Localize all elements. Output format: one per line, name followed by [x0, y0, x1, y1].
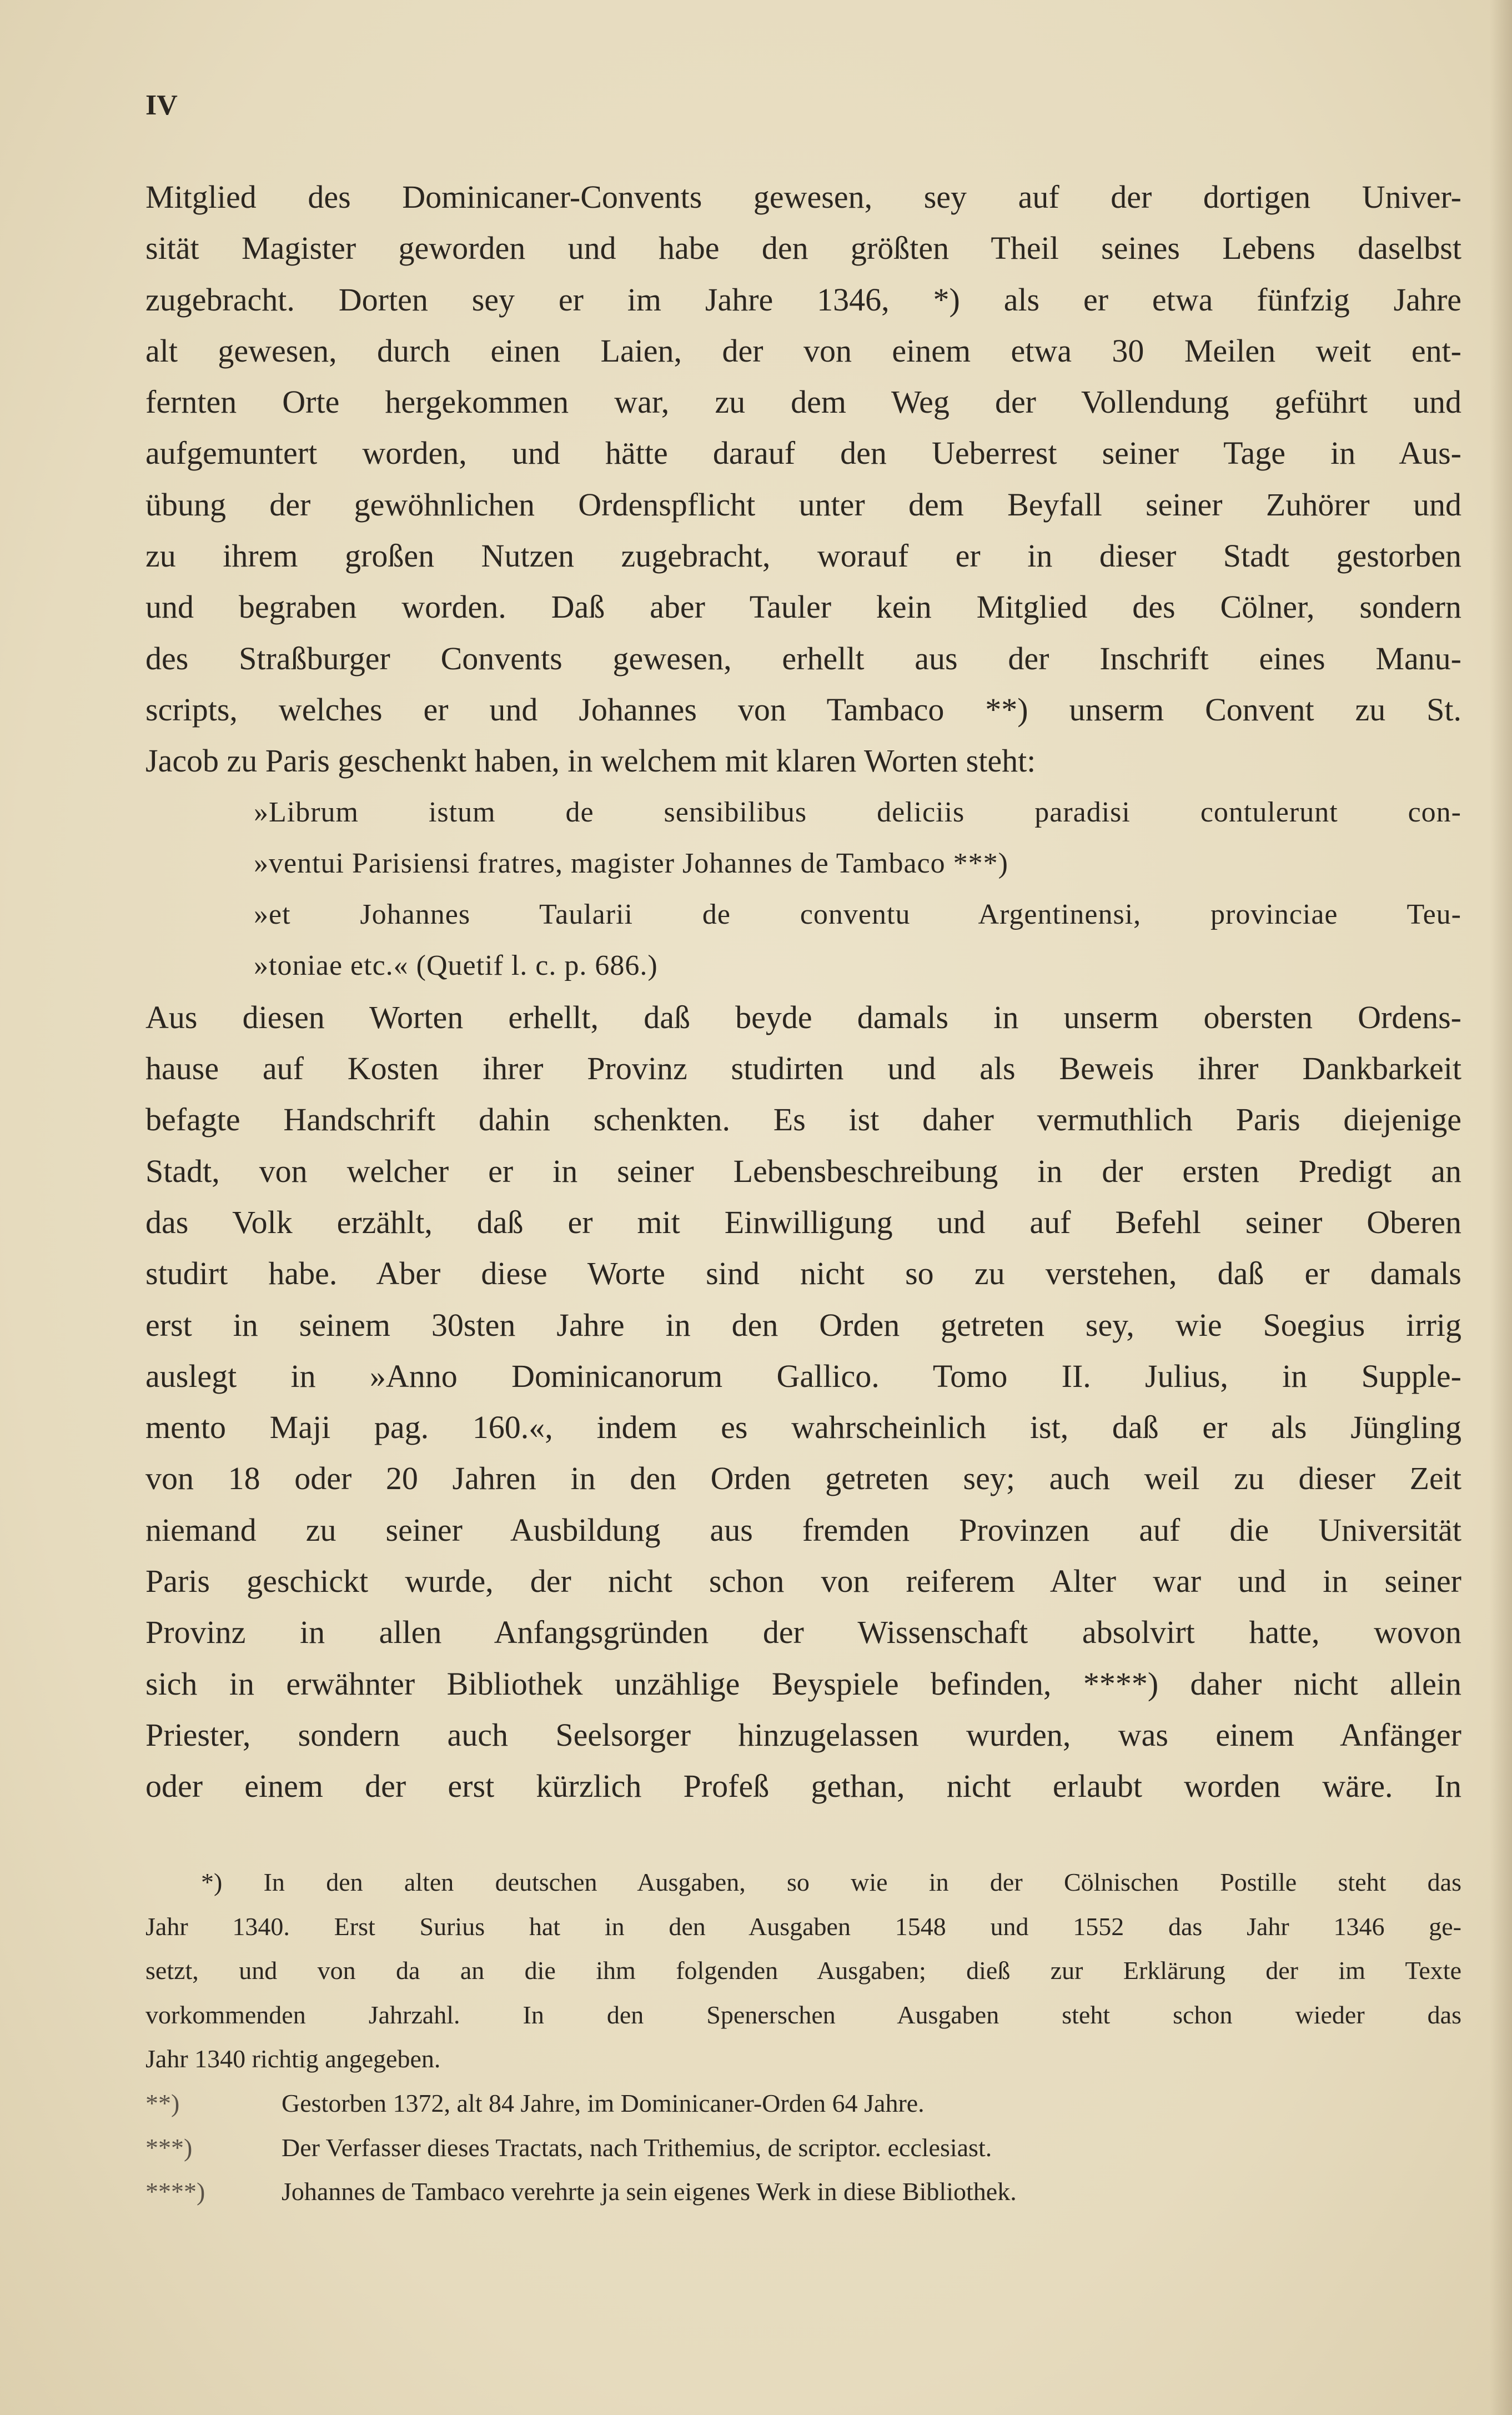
text-line: Jacob zu Paris geschenkt haben, in welchem mit klaren Worten steht:	[145, 743, 1036, 779]
quote-line: »Librum istum de sensibilibus deliciis paradisi contulerunt con-	[254, 796, 1461, 828]
text-line: mento Maji pag. 160.«, indem es wahrscheinlich ist, daß er als Jüngling	[145, 1409, 1461, 1446]
footnote-marker: ****)	[145, 2177, 205, 2206]
text-line: zugebracht. Dorten sey er im Jahre 1346, *) als er etwa fünfzig Jahre	[145, 281, 1461, 318]
footnotes	[145, 1860, 1461, 2214]
quote-line: »et Johannes Taularii de conventu Argentinensi, provinciae Teu-	[254, 899, 1461, 931]
text-line: das Volk erzählt, daß er mit Einwilligung und auf Befehl seiner Oberen	[145, 1204, 1461, 1240]
footnote-line: Jahr 1340 richtig angegeben.	[145, 2045, 441, 2073]
text-line: alt gewesen, durch einen Laien, der von einem etwa 30 Meilen weit ent-	[145, 332, 1461, 369]
text-line: übung der gewöhnlichen Ordenspflicht unter dem Beyfall seiner Zuhörer und	[145, 486, 1461, 523]
text-line: erst in seinem 30sten Jahre in den Orden getreten sey, wie Soegius irrig	[145, 1306, 1461, 1343]
text-line: des Straßburger Convents gewesen, erhellt aus der Inschrift eines Manu-	[145, 640, 1461, 677]
footnote-text: Johannes de Tambaco verehrte ja sein eigenes Werk in diese Bibliothek.	[282, 2177, 1017, 2206]
text-line: niemand zu seiner Ausbildung aus fremden Provinzen auf die Universität	[145, 1511, 1461, 1548]
text-line: scripts, welches er und Johannes von Tambaco **) unserm Convent zu St.	[145, 691, 1461, 728]
text-line: auslegt in »Anno Dominicanorum Gallico. Tomo II. Julius, in Supple-	[145, 1357, 1461, 1394]
text-line: Paris geschickt wurde, der nicht schon von reiferem Alter war und in seiner	[145, 1563, 1461, 1600]
text-line: sität Magister geworden und habe den größten Theil seines Lebens daselbst	[145, 230, 1461, 267]
text-line: von 18 oder 20 Jahren in den Orden getreten sey; auch weil zu dieser Zeit	[145, 1460, 1461, 1497]
page-edge-shadow	[1490, 0, 1512, 2415]
text-line: hause auf Kosten ihrer Provinz studirten und als Beweis ihrer Dankbarkeit	[145, 1050, 1461, 1087]
quote-line: »ventui Parisiensi fratres, magister Johannes de Tambaco ***)	[254, 847, 1008, 879]
text-line: oder einem der erst kürzlich Profeß gethan, nicht erlaubt worden wäre. In	[145, 1768, 1461, 1805]
footnote-line	[145, 2170, 1461, 2214]
text-line: sich in erwähnter Bibliothek unzählige Beyspiele befinden, ****) daher nicht allein	[145, 1665, 1461, 1702]
footnote-marker: **)	[145, 2088, 180, 2117]
footnote-line: setzt, und von da an die ihm folgenden Ausgaben; dieß zur Erklärung der im Texte	[145, 1956, 1461, 1985]
text-line: Priester, sondern auch Seelsorger hinzugelassen wurden, was einem Anfänger	[145, 1716, 1461, 1753]
text-line: Stadt, von welcher er in seiner Lebensbeschreibung in der ersten Predigt an	[145, 1153, 1461, 1189]
text-line: aufgemuntert worden, und hätte darauf den Ueberrest seiner Tage in Aus-	[145, 435, 1461, 472]
footnote-line	[145, 2126, 1461, 2170]
text-line: und begraben worden. Daß aber Tauler kein Mitglied des Cölner, sondern	[145, 589, 1461, 625]
footnote-marker: ***)	[145, 2133, 193, 2162]
text-line: studirt habe. Aber diese Worte sind nicht so zu verstehen, daß er damals	[145, 1255, 1461, 1292]
footnote-line: vorkommenden Jahrzahl. In den Spenerschen Ausgaben steht schon wieder das	[145, 2000, 1461, 2029]
text-line: Provinz in allen Anfangsgründen der Wissenschaft absolvirt hatte, wovon	[145, 1614, 1461, 1651]
text-line: Aus diesen Worten erhellt, daß beyde damals in unserm obersten Ordens-	[145, 999, 1461, 1035]
text-line: zu ihrem großen Nutzen zugebracht, worauf er in dieser Stadt gestorben	[145, 538, 1461, 574]
main-text	[145, 172, 1461, 1812]
text-line: Mitglied des Dominicaner-Convents gewesen, sey auf der dortigen Univer-	[145, 179, 1461, 215]
footnote-line	[145, 2081, 1461, 2126]
footnote-text: Gestorben 1372, alt 84 Jahre, im Dominicaner-Orden 64 Jahre.	[282, 2088, 925, 2117]
text-line: fernten Orte hergekommen war, zu dem Weg der Vollendung geführt und	[145, 384, 1461, 420]
text-line: befagte Handschrift dahin schenkten. Es ist daher vermuthlich Paris diejenige	[145, 1101, 1461, 1138]
page-number: IV	[145, 89, 178, 121]
quote-line: »toniae etc.« (Quetif l. c. p. 686.)	[254, 950, 658, 982]
footnote-text: Der Verfasser dieses Tractats, nach Trithemius, de scriptor. ecclesiast.	[282, 2133, 992, 2162]
footnote-line: Jahr 1340. Erst Surius hat in den Ausgaben 1548 und 1552 das Jahr 1346 ge-	[145, 1912, 1461, 1941]
footnote-line: *) In den alten deutschen Ausgaben, so wie in der Cölnischen Postille steht das	[201, 1868, 1461, 1896]
